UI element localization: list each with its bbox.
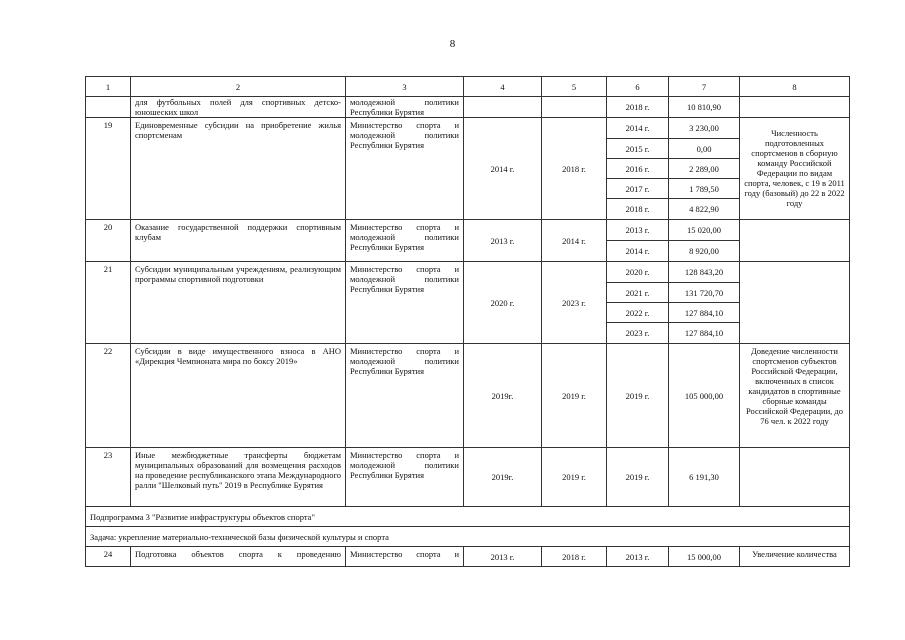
ministry-cell: [346, 344, 464, 448]
amount-cell: 128 843,20: [669, 262, 740, 283]
num-cell: 23: [86, 448, 131, 507]
amount-cell: 2 289,00: [669, 159, 740, 179]
table-row: [86, 344, 850, 448]
section-row: [86, 507, 850, 527]
ministry-line: молодежной политики: [350, 274, 459, 284]
ministry-cell: [346, 118, 464, 220]
num-cell: [86, 97, 131, 118]
amount-cell: 127 884,10: [669, 323, 740, 344]
year-cell: 2018 г.: [607, 199, 669, 220]
end-cell: [542, 97, 607, 118]
year-cell: 2015 г.: [607, 139, 669, 159]
page-number: 8: [449, 38, 456, 50]
ministry-line: Министерство спорта и: [350, 120, 459, 130]
indicator-cell: [740, 448, 850, 507]
amount-cell: 1 789,50: [669, 179, 740, 199]
amount-cell: 10 810,90: [669, 97, 740, 118]
amount-cell: 0,00: [669, 139, 740, 159]
ministry-line: молодежной политики: [350, 130, 459, 140]
ministry-line: Республики Бурятия: [350, 470, 425, 480]
amount-cell: 15 020,00: [669, 220, 740, 241]
header-cell: 8: [740, 77, 850, 97]
amount-cell: 4 822,90: [669, 199, 740, 220]
year-cell: 2014 г.: [607, 118, 669, 139]
header-cell: 3: [346, 77, 464, 97]
year-cell: 2014 г.: [607, 241, 669, 262]
end-cell: 2019 г.: [542, 344, 607, 448]
amount-cell: 8 920,00: [669, 241, 740, 262]
table-row: [86, 118, 850, 139]
year-cell: 2016 г.: [607, 159, 669, 179]
num-cell: 21: [86, 262, 131, 344]
subprogram-title: Подпрограмма 3 "Развитие инфраструктуры объектов спорта": [86, 507, 850, 527]
name-cell: [131, 97, 346, 118]
header-cell: 7: [669, 77, 740, 97]
header-cell: 5: [542, 77, 607, 97]
end-cell: 2019 г.: [542, 448, 607, 507]
num-cell: 22: [86, 344, 131, 448]
ministry-line: Республики Бурятия: [350, 242, 425, 252]
end-cell: 2014 г.: [542, 220, 607, 262]
ministry-line: Республики Бурятия: [350, 284, 425, 294]
ministry-line: молодежной политики: [350, 356, 459, 366]
year-cell: 2021 г.: [607, 283, 669, 303]
table-row: [86, 448, 850, 507]
ministry-cell: [346, 97, 464, 118]
year-cell: 2019 г.: [607, 448, 669, 507]
ministry-line: Министерство спорта и: [350, 222, 459, 232]
indicator-cell: Увеличение количества: [740, 547, 850, 567]
indicator-cell: [740, 262, 850, 344]
ministry-line: Министерство спорта и: [350, 450, 459, 460]
num-cell: 24: [86, 547, 131, 567]
ministry-cell: [346, 448, 464, 507]
ministry-line: молодежной политики: [350, 97, 459, 107]
amount-cell: 105 000,00: [669, 344, 740, 448]
end-cell: 2018 г.: [542, 118, 607, 220]
year-cell: 2022 г.: [607, 303, 669, 323]
header-cell: 1: [86, 77, 131, 97]
ministry-line: Республики Бурятия: [350, 140, 425, 150]
header-cell: 2: [131, 77, 346, 97]
start-cell: 2013 г.: [464, 547, 542, 567]
table-row: [86, 220, 850, 241]
name-line: юношеских школ: [135, 107, 199, 117]
name-line: для футбольных полей для спортивных детско-: [135, 97, 341, 107]
amount-cell: 15 000,00: [669, 547, 740, 567]
ministry-line: молодежной политики: [350, 460, 459, 470]
table-row: [86, 547, 850, 567]
program-table: [85, 76, 850, 567]
start-cell: [464, 97, 542, 118]
name-cell: Подготовка объектов спорта к проведению: [131, 547, 346, 567]
name-cell: Оказание государственной поддержки спортивным клубам: [131, 220, 346, 262]
year-cell: 2020 г.: [607, 262, 669, 283]
ministry-line: молодежной политики: [350, 232, 459, 242]
start-cell: 2019г.: [464, 448, 542, 507]
section-row: [86, 527, 850, 547]
ministry-cell: [346, 262, 464, 344]
ministry-line: Министерство спорта и: [350, 346, 459, 356]
end-cell: 2023 г.: [542, 262, 607, 344]
start-cell: 2019г.: [464, 344, 542, 448]
year-cell: 2018 г.: [607, 97, 669, 118]
end-cell: 2018 г.: [542, 547, 607, 567]
table-row: [86, 97, 850, 118]
year-cell: 2017 г.: [607, 179, 669, 199]
name-cell: Единовременные субсидии на приобретение жилья спортсменам: [131, 118, 346, 220]
ministry-line: Республики Бурятия: [350, 107, 425, 117]
header-row: [86, 77, 850, 97]
year-cell: 2013 г.: [607, 220, 669, 241]
amount-cell: 131 720,70: [669, 283, 740, 303]
header-cell: 4: [464, 77, 542, 97]
ministry-line: Министерство спорта и: [350, 264, 459, 274]
year-cell: 2019 г.: [607, 344, 669, 448]
indicator-cell: Численность подготовленных спортсменов в сборную команду Российской Федерации по видам спорта, человек, с 19 в 2011 году (базовый) до 22 в 2022 году: [740, 118, 850, 220]
name-cell: Субсидии в виде имущественного взноса в АНО «Дирекция Чемпионата мира по боксу 2019»: [131, 344, 346, 448]
ministry-line: Республики Бурятия: [350, 366, 425, 376]
amount-cell: 6 191,30: [669, 448, 740, 507]
start-cell: 2013 г.: [464, 220, 542, 262]
name-cell: Субсидии муниципальным учреждениям, реализующим программы спортивной подготовки: [131, 262, 346, 344]
indicator-cell: [740, 97, 850, 118]
ministry-cell: [346, 220, 464, 262]
num-cell: 20: [86, 220, 131, 262]
year-cell: 2013 г.: [607, 547, 669, 567]
task-title: Задача: укрепление материально-технической базы физической культуры и спорта: [86, 527, 850, 547]
name-cell: Иные межбюджетные трансферты бюджетам муниципальных образований для возмещения расходов на проведение республиканского этапа Международного ралли "Шелковый путь" 2019 в Республике Бурятия: [131, 448, 346, 507]
num-cell: 19: [86, 118, 131, 220]
start-cell: 2020 г.: [464, 262, 542, 344]
amount-cell: 127 884,10: [669, 303, 740, 323]
amount-cell: 3 230,00: [669, 118, 740, 139]
table-row: [86, 262, 850, 283]
start-cell: 2014 г.: [464, 118, 542, 220]
indicator-cell: Доведение численности спортсменов субъектов Российской Федерации, включенных в список кандидатов в спортивные сборные команды Российской Федерации, до 76 чел. к 2022 году: [740, 344, 850, 448]
year-cell: 2023 г.: [607, 323, 669, 344]
header-cell: 6: [607, 77, 669, 97]
ministry-cell: Министерство спорта и: [346, 547, 464, 567]
indicator-cell: [740, 220, 850, 262]
